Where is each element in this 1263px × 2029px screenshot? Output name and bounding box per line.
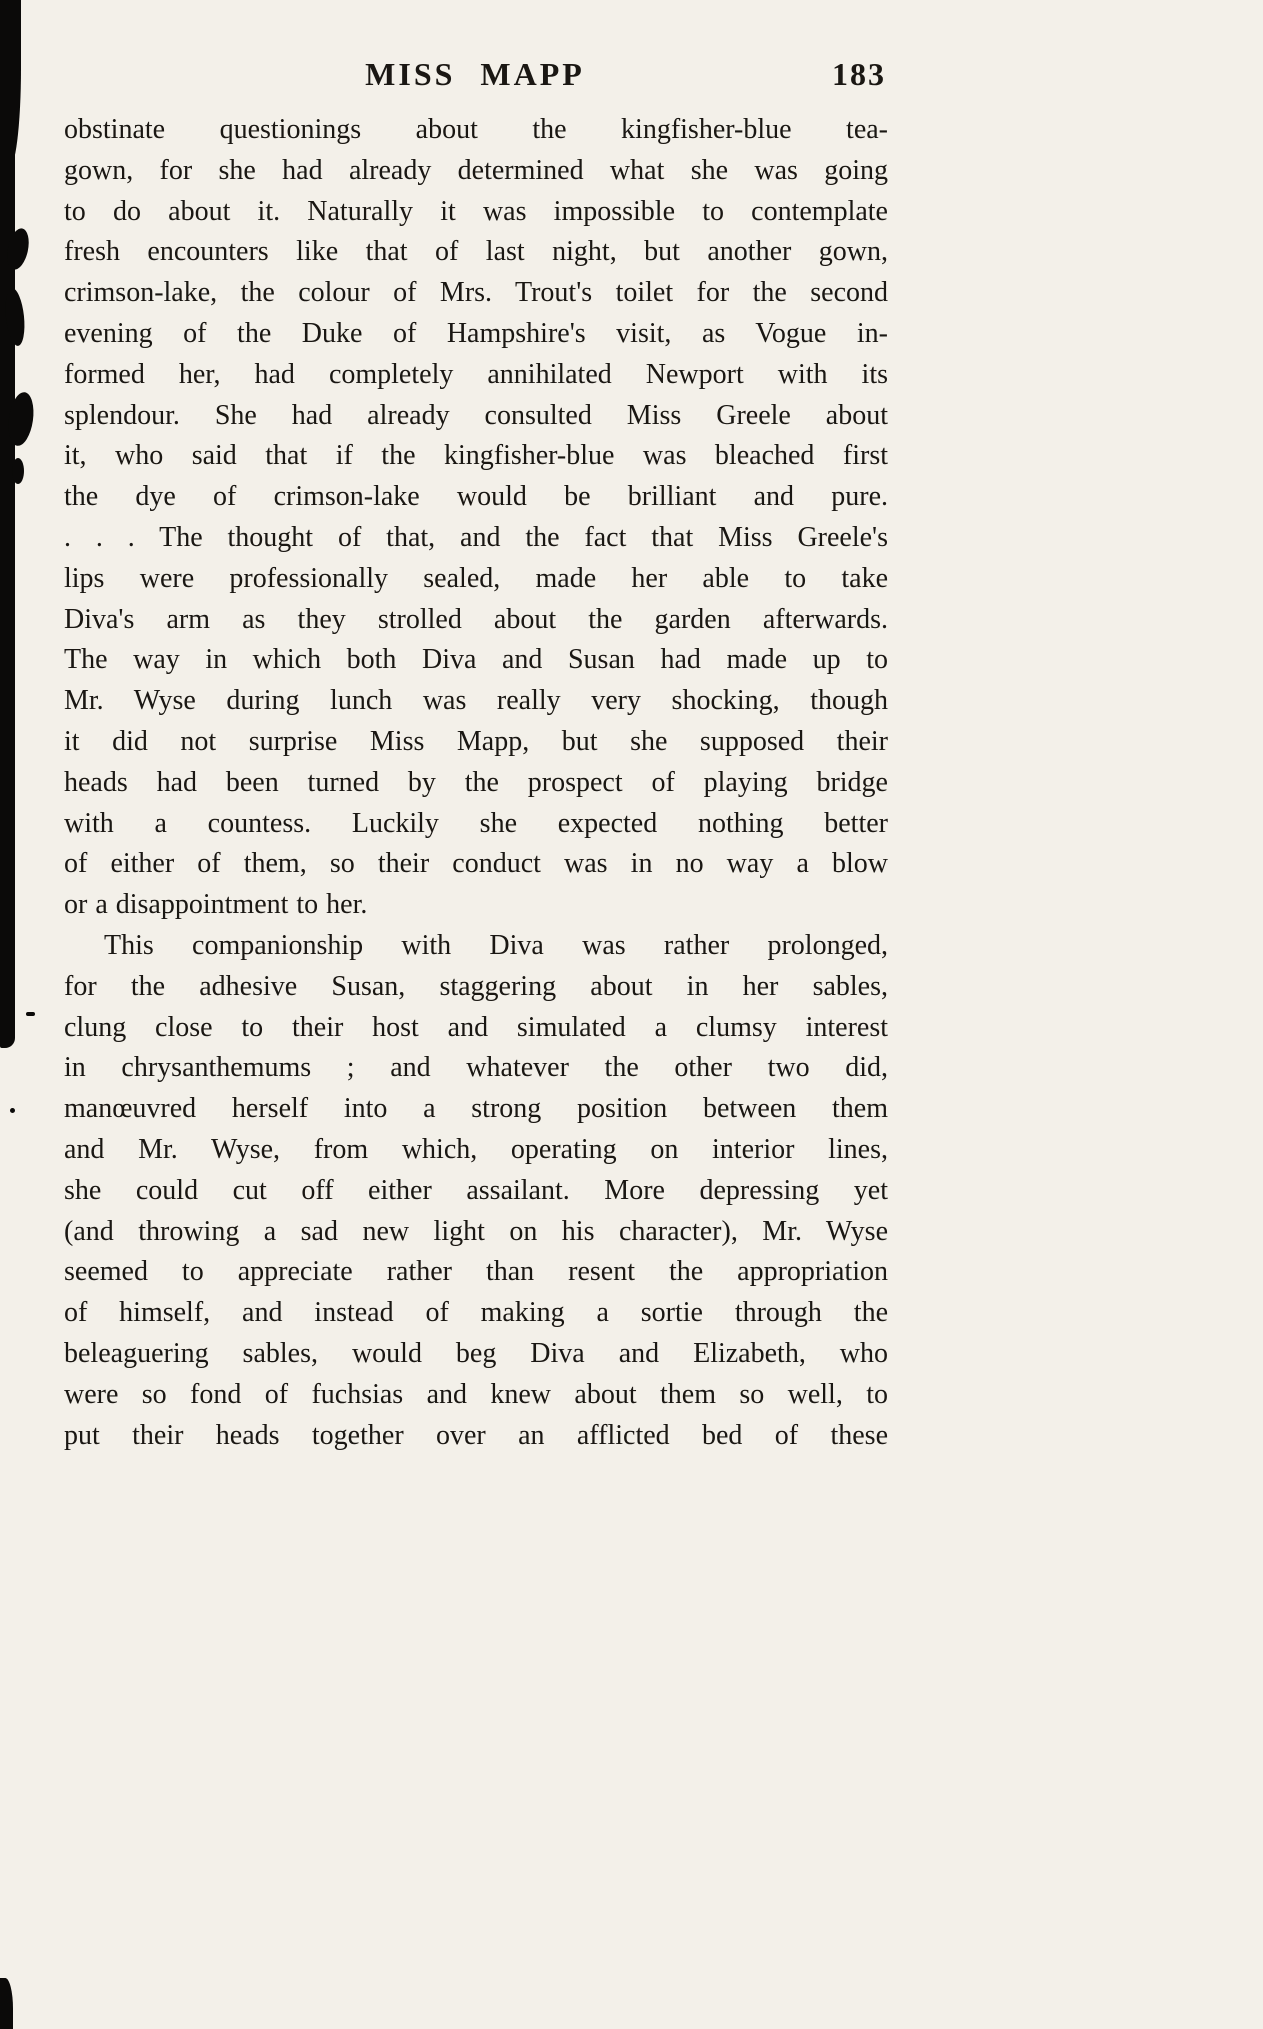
text-line: manœuvred herself into a strong position between them — [64, 1093, 888, 1125]
text-line: splendour. She had already consulted Miss Greele about — [64, 399, 888, 431]
text-line: put their heads together over an afflicted bed of these — [64, 1419, 888, 1451]
text-line: with a countess. Luckily she expected nothing better — [64, 807, 888, 839]
binding-shadow-top — [0, 0, 21, 170]
text-line: she could cut off either assailant. More depressing yet — [64, 1174, 888, 1206]
text-line: heads had been turned by the prospect of playing bridge — [64, 766, 888, 798]
page-title: MISS MAPP — [365, 56, 585, 92]
ink-mark — [10, 1108, 15, 1113]
page-body — [64, 110, 888, 1456]
page-header — [64, 56, 886, 98]
text-line: formed her, had completely annihilated Newport with its — [64, 358, 888, 390]
text-line: The way in which both Diva and Susan had made up to — [64, 644, 888, 676]
text-line: Mr. Wyse during lunch was really very shocking, though — [64, 685, 888, 717]
text-line: . . . The thought of that, and the fact that Miss Greele's — [64, 521, 888, 553]
ink-mark — [26, 1012, 35, 1016]
text-line: the dye of crimson-lake would be brilliant and pure. — [64, 481, 888, 513]
ink-mark — [0, 1978, 13, 2029]
text-line: clung close to their host and simulated a clumsy interest — [64, 1011, 888, 1043]
text-line: gown, for she had already determined what she was going — [64, 154, 888, 186]
text-line: it, who said that if the kingfisher-blue was bleached first — [64, 440, 888, 472]
text-line: to do about it. Naturally it was impossible to contemplate — [64, 195, 888, 227]
page-number: 183 — [832, 56, 886, 92]
text-line: or a disappointment to her. — [64, 889, 368, 921]
text-line: lips were professionally sealed, made her able to take — [64, 562, 888, 594]
text-line: fresh encounters like that of last night, but another gown, — [64, 236, 888, 268]
text-line: Diva's arm as they strolled about the garden afterwards. — [64, 603, 888, 635]
text-line: This companionship with Diva was rather prolonged, — [104, 929, 888, 961]
text-line: of himself, and instead of making a sortie through the — [64, 1297, 888, 1329]
text-line: were so fond of fuchsias and knew about them so well, to — [64, 1378, 888, 1410]
ink-mark — [12, 458, 24, 484]
text-line: it did not surprise Miss Mapp, but she supposed their — [64, 725, 888, 757]
text-line: seemed to appreciate rather than resent the appropriation — [64, 1256, 888, 1288]
text-line: for the adhesive Susan, staggering about in her sables, — [64, 970, 888, 1002]
text-line: (and throwing a sad new light on his character), Mr. Wyse — [64, 1215, 888, 1247]
paragraph — [64, 926, 888, 1456]
text-line: obstinate questionings about the kingfisher-blue tea- — [64, 114, 888, 145]
text-line: and Mr. Wyse, from which, operating on interior lines, — [64, 1133, 888, 1165]
paragraph — [64, 110, 888, 926]
text-line: in chrysanthemums ; and whatever the other two did, — [64, 1052, 888, 1084]
text-line: crimson-lake, the colour of Mrs. Trout's toilet for the second — [64, 277, 888, 309]
text-line: of either of them, so their conduct was in no way a blow — [64, 848, 888, 880]
text-line: evening of the Duke of Hampshire's visit, as Vogue in- — [64, 317, 888, 349]
text-line: beleaguering sables, would beg Diva and Elizabeth, who — [64, 1337, 888, 1369]
